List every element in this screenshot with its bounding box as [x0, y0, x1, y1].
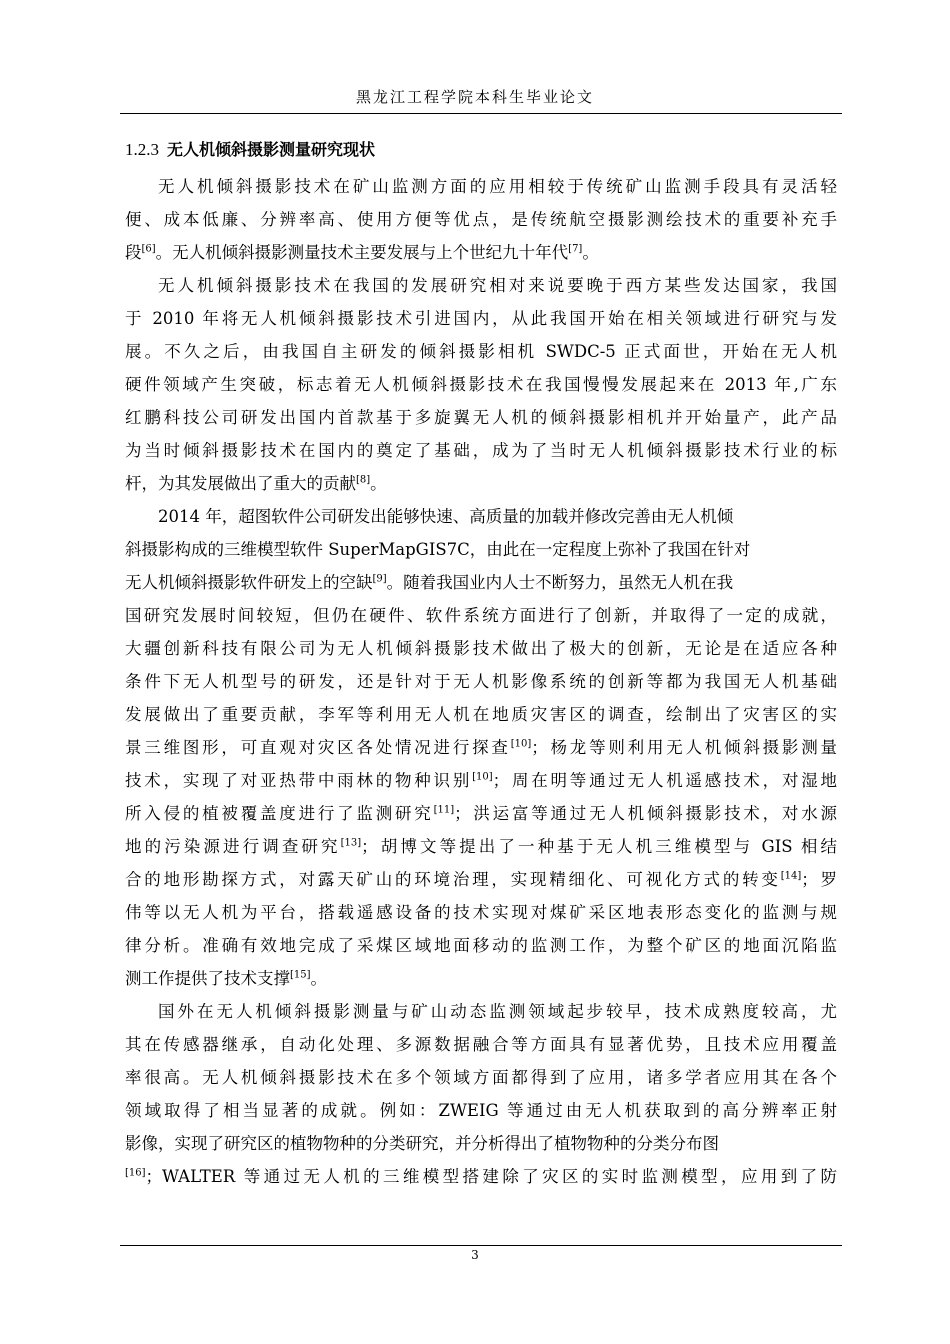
- text-line: 杆，为其发展做出了重大的贡献[8]。: [125, 474, 387, 493]
- text-line: 景三维图形，可直观对灾区各处情况进行探查[10]；杨龙等则利用无人机倾斜摄影测量: [125, 738, 837, 757]
- section-heading: [125, 140, 375, 160]
- footer-rule: [120, 1245, 842, 1246]
- text-line: 伟等以无人机为平台，搭载遥感设备的技术实现对煤矿采区地表形态变化的监测与规: [125, 903, 837, 922]
- page-number: 3: [471, 1248, 479, 1262]
- running-header: 黑龙江工程学院本科生毕业论文: [355, 88, 594, 106]
- text-line: 无人机倾斜摄影软件研发上的空缺[9]。随着我国业内人士不断努力，虽然无人机在我: [125, 573, 734, 592]
- text-line: 发展做出了重要贡献，李军等利用无人机在地质灾害区的调查，绘制出了灾害区的实: [125, 705, 837, 724]
- header-rule: [120, 113, 842, 114]
- text-line: 其在传感器继承，自动化处理、多源数据融合等方面具有显著优势，且技术应用覆盖: [125, 1035, 837, 1054]
- text-line: 影像，实现了研究区的植物物种的分类研究，并分析得出了植物物种的分类分布图: [125, 1134, 719, 1153]
- text-line: 为当时倾斜摄影技术在国内的奠定了基础，成为了当时无人机倾斜摄影技术行业的标: [125, 441, 837, 460]
- text-line: 无人机倾斜摄影技术在矿山监测方面的应用相较于传统矿山监测手段具有灵活轻: [158, 177, 837, 196]
- text-line: [16]；WALTER 等通过无人机的三维模型搭建除了灾区的实时监测模型，应用到了防: [125, 1167, 837, 1186]
- text-line: 硬件领域产生突破，标志着无人机倾斜摄影技术在我国慢慢发展起来在 2013 年,广东: [125, 375, 837, 394]
- section-number: 1.2.3: [125, 140, 159, 159]
- text-line: 率很高。无人机倾斜摄影技术在多个领域方面都得到了应用，诸多学者应用其在各个: [125, 1068, 837, 1087]
- text-line: 测工作提供了技术支撑[15]。: [125, 969, 328, 988]
- text-line: 大疆创新科技有限公司为无人机倾斜摄影技术做出了极大的创新，无论是在适应各种: [125, 639, 837, 658]
- text-line: 合的地形勘探方式，对露天矿山的环境治理，实现精细化、可视化方式的转变[14]；罗: [125, 870, 837, 889]
- text-line: 条件下无人机型号的研发，还是针对于无人机影像系统的创新等都为我国无人机基础: [125, 672, 837, 691]
- text-line: 所入侵的植被覆盖度进行了监测研究[11]；洪运富等通过无人机倾斜摄影技术，对水源: [125, 804, 837, 823]
- text-line: 展。不久之后，由我国自主研发的倾斜摄影相机 SWDC-5 正式面世，开始在无人机: [125, 342, 837, 361]
- text-line: 技术，实现了对亚热带中雨林的物种识别[10]；周在明等通过无人机遥感技术，对湿地: [125, 771, 837, 790]
- text-line: 斜摄影构成的三维模型软件 SuperMapGIS7C，由此在一定程度上弥补了我国在针对: [125, 540, 751, 559]
- text-line: 红鹏科技公司研发出国内首款基于多旋翼无人机的倾斜摄影相机并开始量产，此产品: [125, 408, 837, 427]
- text-line: 无人机倾斜摄影技术在我国的发展研究相对来说要晚于西方某些发达国家，我国: [158, 276, 837, 295]
- text-line: 段[6]。无人机倾斜摄影测量技术主要发展与上个世纪九十年代[7]。: [125, 243, 599, 262]
- body-text: [125, 170, 837, 1193]
- text-line: 国外在无人机倾斜摄影测量与矿山动态监测领域起步较早，技术成熟度较高，尤: [158, 1002, 837, 1021]
- text-line: 律分析。准确有效地完成了采煤区域地面移动的监测工作，为整个矿区的地面沉陷监: [125, 936, 837, 955]
- text-line: 国研究发展时间较短，但仍在硬件、软件系统方面进行了创新，并取得了一定的成就，: [125, 606, 837, 625]
- text-line: 地的污染源进行调查研究[13]；胡博文等提出了一种基于无人机三维模型与 GIS 相结: [125, 837, 837, 856]
- text-line: 于 2010 年将无人机倾斜摄影技术引进国内，从此我国开始在相关领域进行研究与发: [125, 309, 837, 328]
- section-title: 无人机倾斜摄影测量研究现状: [167, 140, 376, 159]
- text-line: 领域取得了相当显著的成就。例如：ZWEIG 等通过由无人机获取到的高分辨率正射: [125, 1101, 837, 1120]
- text-line: 便、成本低廉、分辨率高、使用方便等优点，是传统航空摄影测绘技术的重要补充手: [125, 210, 837, 229]
- text-line: 2014 年，超图软件公司研发出能够快速、高质量的加载并修改完善由无人机倾: [158, 507, 734, 526]
